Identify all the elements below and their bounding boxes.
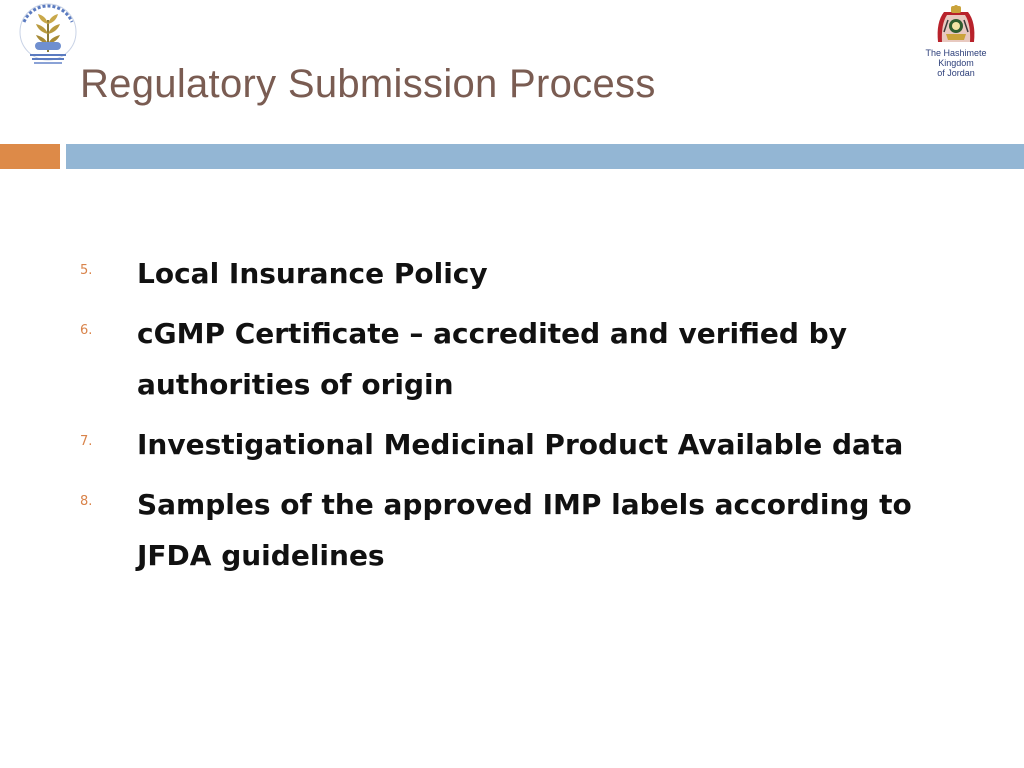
list-item-number: 8. [80, 494, 93, 509]
list-item [80, 248, 950, 299]
list-item-number: 7. [80, 434, 93, 449]
list-item-number: 5. [80, 263, 93, 278]
jordan-crest-logo [908, 4, 1004, 78]
jfda-logo-icon [8, 2, 88, 66]
list-item [80, 419, 950, 470]
slide-title: Regulatory Submission Process [80, 62, 656, 106]
list-item [80, 308, 950, 410]
list-item-text: Local Insurance Policy [137, 257, 488, 290]
numbered-list [80, 248, 950, 590]
list-item [80, 479, 950, 581]
blue-accent-bar [66, 144, 1024, 169]
crest-caption-line2: of Jordan [937, 68, 975, 78]
crest-caption [908, 48, 1004, 78]
list-item-text: Investigational Medicinal Product Available data [137, 428, 904, 461]
list-item-text: cGMP Certificate – accredited and verified by authorities of origin [137, 317, 847, 401]
list-item-number: 6. [80, 323, 93, 338]
orange-accent-bar [0, 144, 60, 169]
crest-caption-line1: The Hashimete Kingdom [925, 48, 987, 68]
list-item-text: Samples of the approved IMP labels according to JFDA guidelines [137, 488, 912, 572]
jordan-crest-icon [934, 4, 978, 46]
